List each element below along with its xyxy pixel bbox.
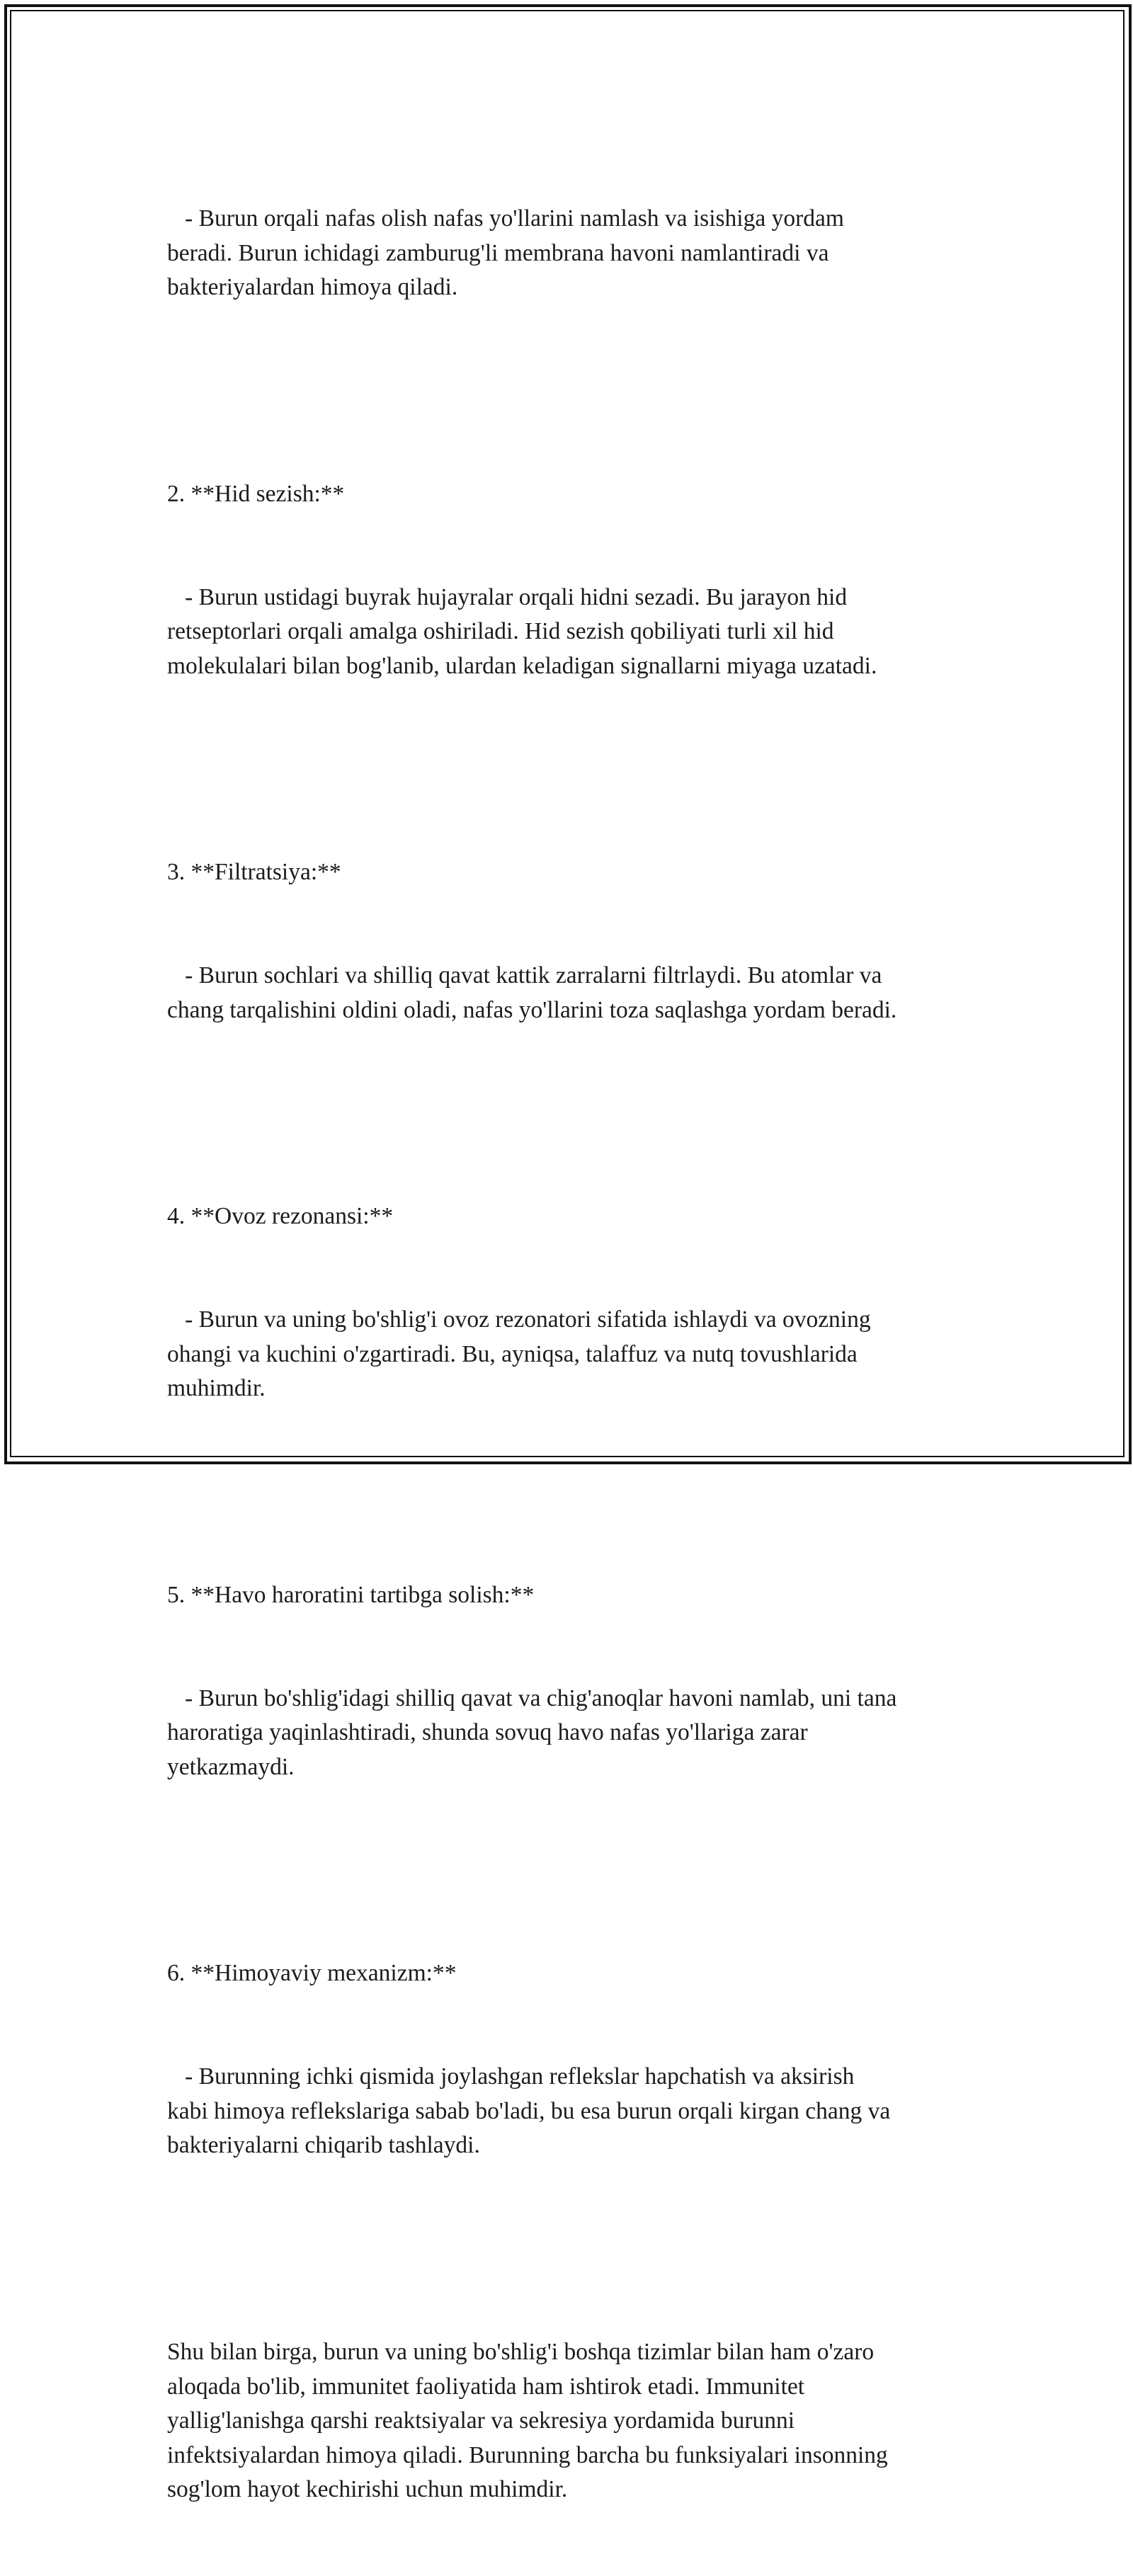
section-heading: 6. **Himoyaviy mexanizm:** [167, 1960, 457, 1987]
section-body: - Burun va uning bo'shlig'i ovoz rezonatori sifatida ishlaydi va ovozning ohangi va kuchini o'zgartiradi. Bu, ayniqsa, talaffuz va nutq tovushlarida muhimdir. [167, 1306, 871, 1402]
section-heading: 3. **Filtratsiya:** [167, 859, 341, 886]
intro-text: - Burun orqali nafas olish nafas yo'llarini namlash va isishiga yordam beradi. Burun ichidagi zamburug'li membrana havoni namlantiradi va bakteriyalardan himoya qiladi. [167, 205, 844, 301]
section-body: - Burunning ichki qismida joylashgan reflekslar hapchatish va aksirish kabi himoya reflekslariga sabab bo'ladi, bu esa burun orqali kirgan chang va bakteriyalarni chiqarib tashlaydi. [167, 2063, 891, 2159]
intro-paragraph [167, 133, 981, 374]
section-heading: 2. **Hid sezish:** [167, 480, 345, 507]
section-filtratsiya [167, 787, 981, 1096]
section-ovoz-rezonansi [167, 1131, 981, 1475]
conclusion-paragraph [167, 2267, 981, 2576]
section-body: - Burun sochlari va shilliq qavat kattik zarralarni filtrlaydi. Bu atomlar va chang tarqalishini oldini oladi, nafas yo'llarini toza saqlashga yordam beradi. [167, 962, 897, 1023]
section-heading: 5. **Havo haroratini tartibga solish:** [167, 1581, 535, 1608]
section-hid-sezish [167, 409, 981, 753]
document-body [167, 133, 981, 2576]
section-heading: 4. **Ovoz rezonansi:** [167, 1203, 394, 1230]
conclusion-text: Shu bilan birga, burun va uning bo'shlig'i boshqa tizimlar bilan ham o'zaro aloqada bo'lib, immunitet faoliyatida ham ishtirok etadi. Immunitet yallig'lanishga qarshi reaktsiyalar va sekresiya yordamida burunni infektsiyalardan himoya qiladi. Burunning barcha bu funksiyalari insonning sog'lom hayot kechirishi uchun muhimdir. [167, 2339, 888, 2503]
section-body: - Burun bo'shlig'idagi shilliq qavat va chig'anoqlar havoni namlab, uni tana haroratiga yaqinlashtiradi, shunda sovuq havo nafas yo'llariga zarar yetkazmaydi. [167, 1685, 897, 1780]
section-havo-haroratini [167, 1510, 981, 1854]
section-body: - Burun ustidagi buyrak hujayralar orqali hidni sezadi. Bu jarayon hid retseptorlari orqali amalga oshiriladi. Hid sezish qobiliyati turli xil hid molekulalari bilan bog'lanib, ulardan keladigan signallarni miyaga uzatadi. [167, 583, 877, 679]
section-himoyaviy-mexanizm [167, 1888, 981, 2232]
